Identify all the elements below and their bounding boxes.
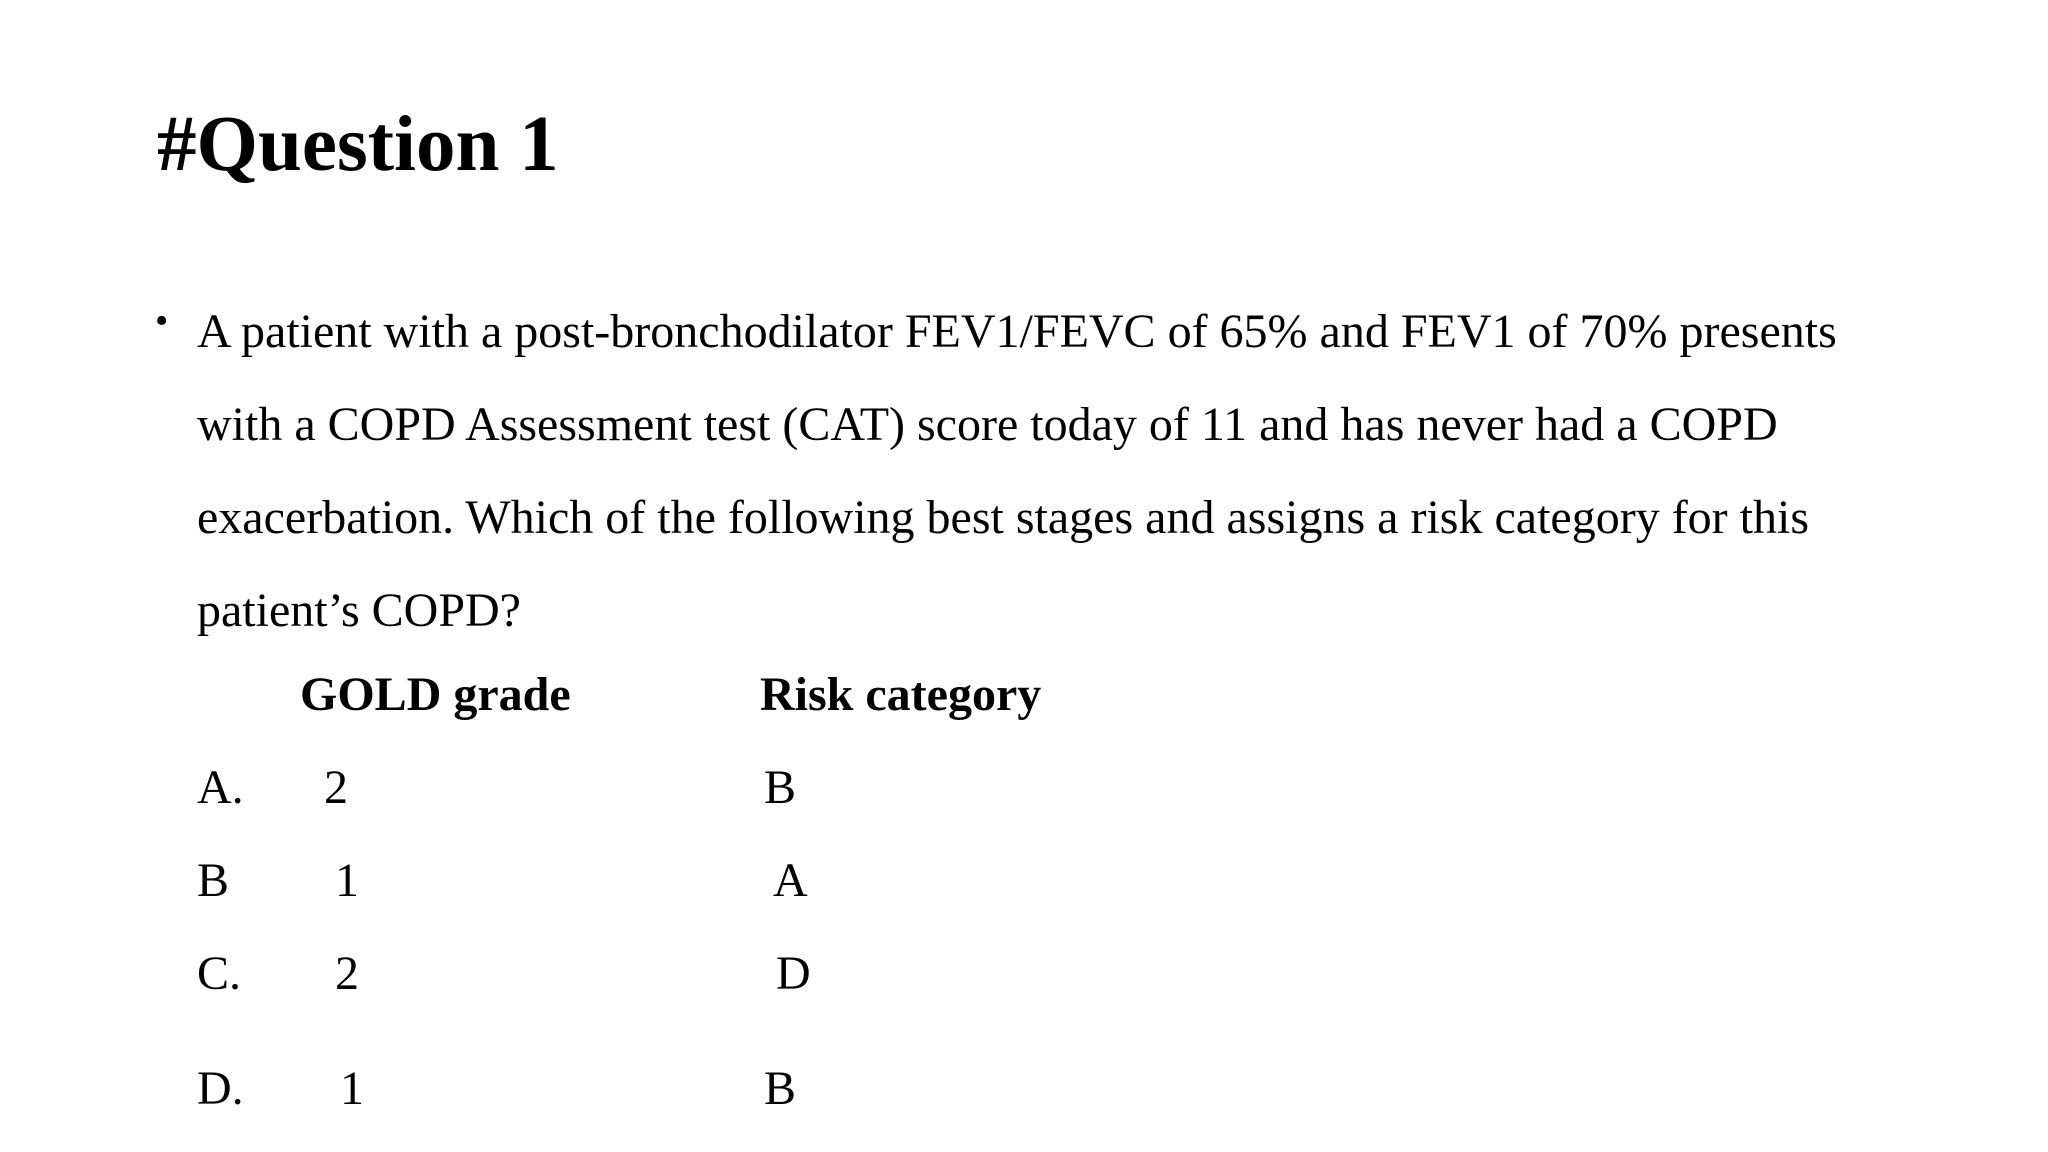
option-risk-category: D [776,947,811,1000]
header-risk-category: Risk category [760,668,1042,721]
header-gold-grade: GOLD grade [300,668,571,721]
question-text: A patient with a post-bronchodilator FEV1/FEVC of 65% and FEV1 of 70% presents with a COPD Assessment test (CAT) score today of 11 and has never had a COPD exacerbation. Which of the following best stages and assigns a risk category for this patient’s COPD? [197,305,1837,637]
option-risk-category: A [773,854,808,907]
option-gold-grade: 2 [335,947,359,1000]
option-letter: B [197,854,230,907]
option-gold-grade: 2 [324,761,348,814]
option-gold-grade: 1 [340,1062,364,1115]
bullet-point: • [155,300,169,342]
option-letter: D. [197,1062,244,1115]
option-risk-category: B [764,1062,797,1115]
option-letter: C. [197,947,242,1000]
option-risk-category: B [764,761,797,814]
slide-title: #Question 1 [157,101,559,188]
option-gold-grade: 1 [335,854,359,907]
option-letter: A. [197,761,244,814]
